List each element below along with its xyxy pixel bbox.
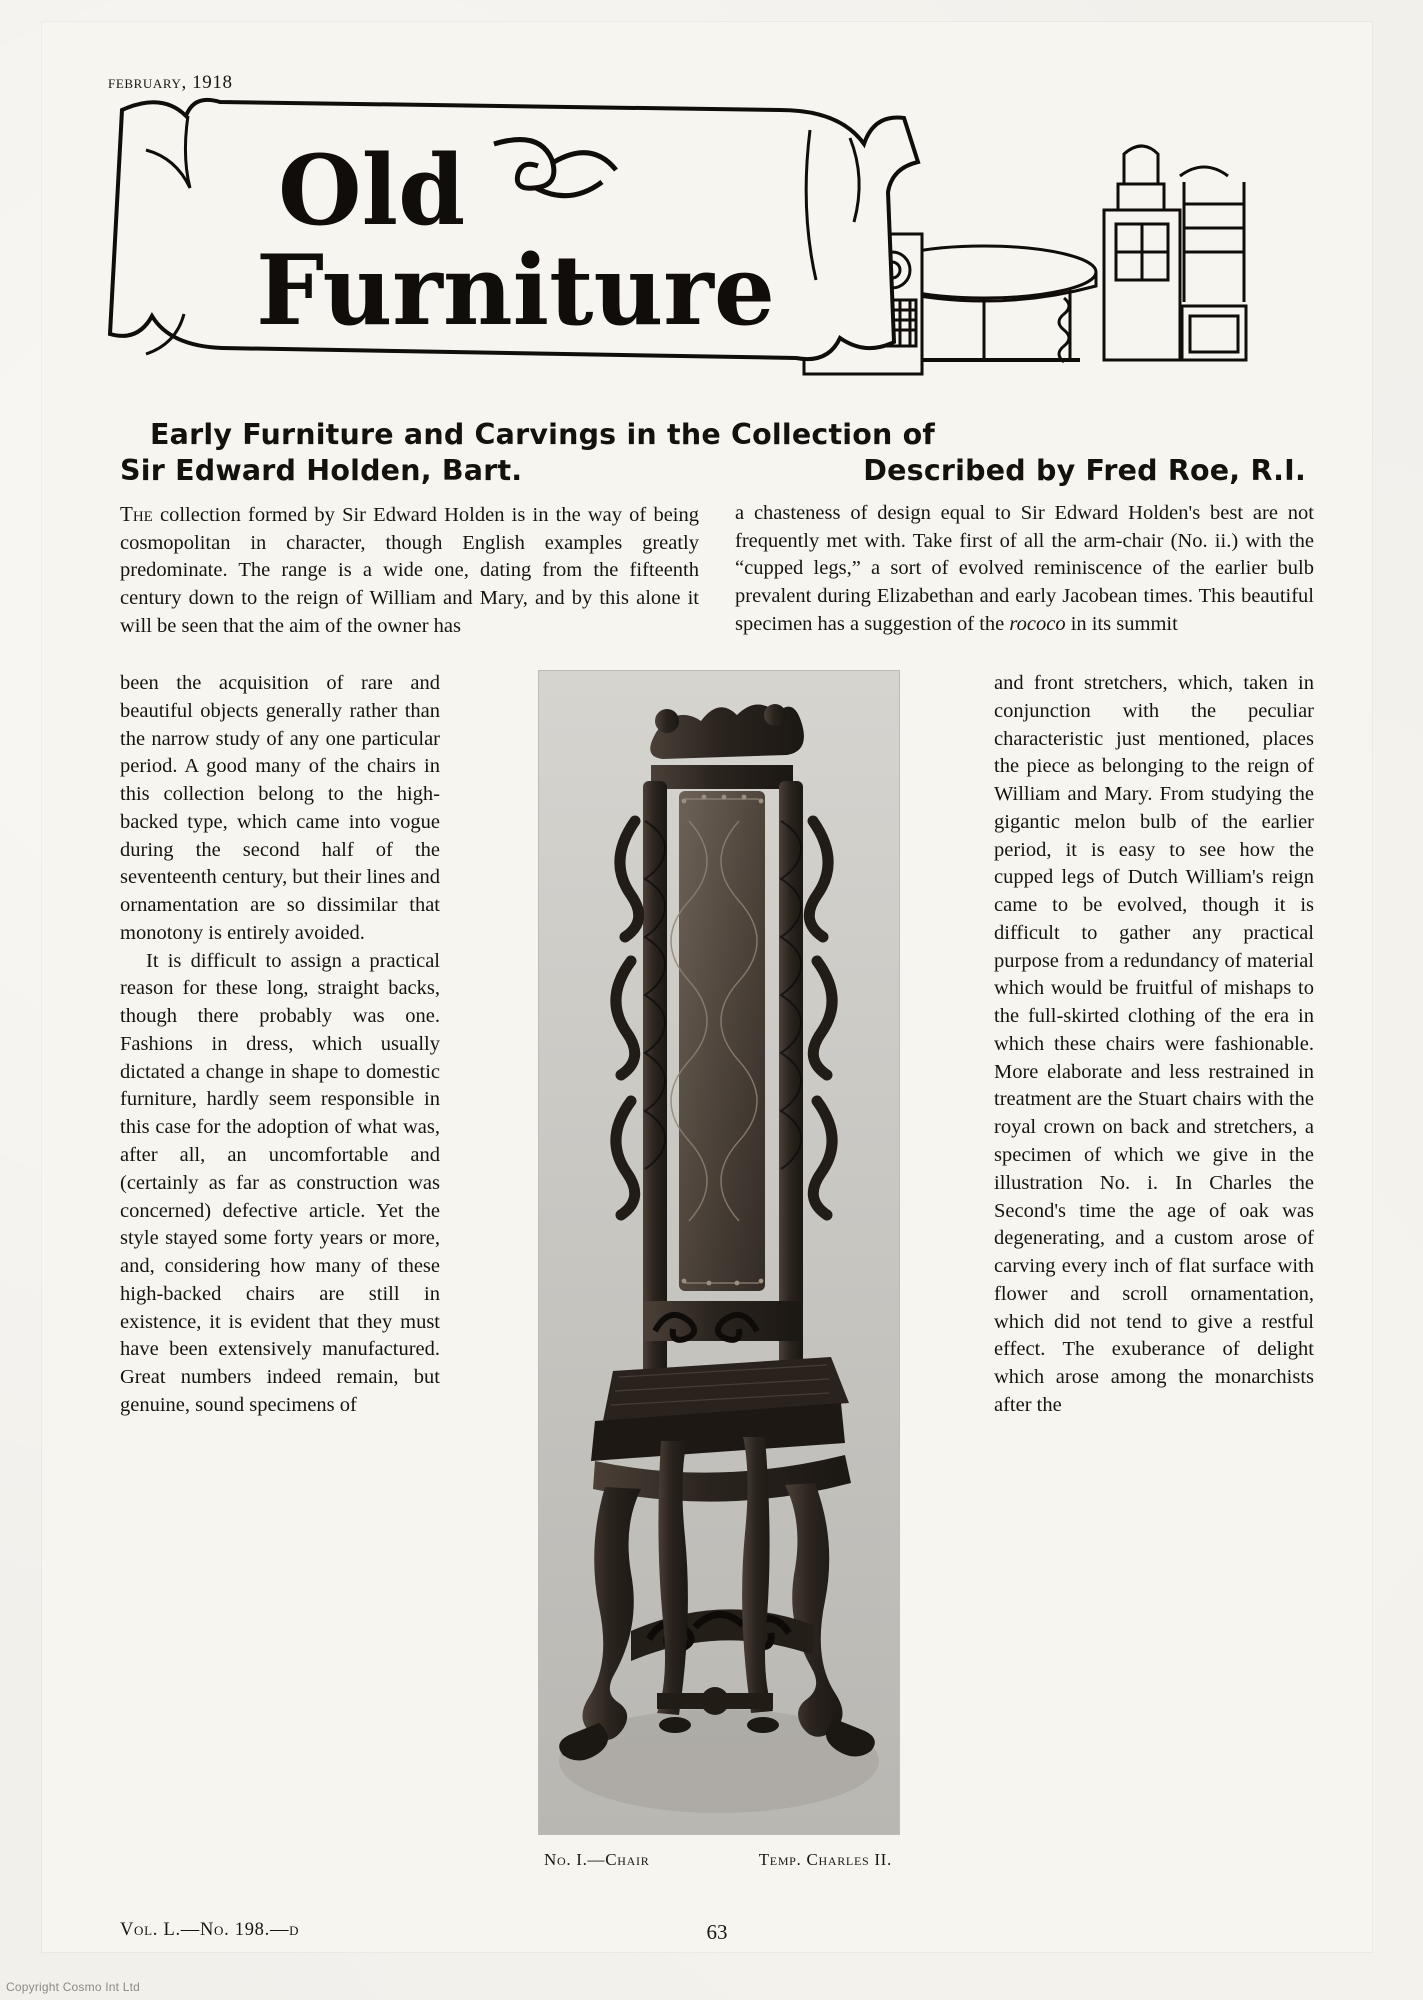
masthead-word-furniture: Furniture: [256, 234, 775, 347]
masthead-word-old: Old: [278, 134, 466, 247]
headline-collection-owner: Sir Edward Holden, Bart.: [120, 454, 523, 488]
figure-caption-right: Temp. Charles II.: [758, 1850, 892, 1869]
body-columns: [120, 670, 1314, 1900]
page-sheet: [42, 22, 1372, 1952]
figure-caption: [538, 1850, 898, 1870]
intro-right-tail: in its summit: [1065, 612, 1178, 635]
body-column-left: [120, 670, 440, 1420]
intro-lead-word: The: [120, 502, 153, 526]
figure-image: [538, 670, 900, 1835]
body-paragraph: It is difficult to assign a practical reason for these long, straight backs, though there probably was one. Fashions in dress, which usually dictated a change in shape to domestic furniture, hardly seem responsible in this case for the adoption of what was, after all, an uncomfortable and (certainly as far as construction was concerned) defective article. Yet the style stayed some forty years or more, and, considering how many of these high-backed chairs are still in existence, it is evident that they must have been extensively manufactured. Great numbers indeed remain, but genuine, sound specimens of: [120, 949, 440, 1416]
intro-right-italic: rococo: [1009, 612, 1066, 635]
masthead-illustration: [104, 84, 1314, 384]
headline-line-2: [120, 453, 1310, 489]
figure-chair: [538, 670, 898, 1870]
volume-number: Vol. L.—No. 198.—d: [120, 1920, 300, 1940]
body-column-right: [994, 670, 1314, 1420]
headline-line-1: [120, 417, 1310, 453]
body-paragraph: been the acquisition of rare and beautiful objects generally rather than the narrow study of any one particular period. A good many of the chairs in this collection belong to the high-backed type, which came into vogue during the second half of the seventeenth century, but their lines and ornamentation are so dissimilar that monotony is entirely avoided.: [120, 672, 440, 944]
intro-right-text: a chasteness of design equal to Sir Edward Holden's best are not frequently met with. Take first of all the arm-chair (No. ii.) with the “cupped legs,” a sort of evolved reminiscence of the earlier bulb prevalent during Elizabethan and early Jacobean times. This beautiful specimen has a suggestion of the: [735, 502, 1314, 635]
page-footer: [120, 1920, 1314, 1944]
intro-column-right: [735, 500, 1314, 640]
article-headline: [120, 417, 1310, 490]
intro-block: [120, 500, 1314, 640]
figure-caption-left: No. I.—Chair: [544, 1850, 650, 1869]
intro-left-text: collection formed by Sir Edward Holden is in the way of being cosmopolitan in character, though English examples greatly predominate. The range is a wide one, dating from the fifteenth century down to the reign of William and Mary, and by this alone it will be seen that the aim of the owner has: [120, 504, 699, 637]
body-paragraph: and front stretchers, which, taken in conjunction with the peculiar characteristic just mentioned, places the piece as belonging to the reign of William and Mary. From studying the gigantic melon bulb of the earlier period, it is easy to see how the cupped legs of Dutch William's reign came to be evolved, though it is difficult to gather any practical purpose from a redundancy of material which would be fruitful of mishaps to the full-skirted clothing of the era in which these chairs were fashionable. More elaborate and less restrained in treatment are the Stuart chairs with the royal crown on back and stretchers, a specimen of which we give in the illustration No. i. In Charles the Second's time the age of oak was degenerating, and a custom arose of carving every inch of flat surface with flower and scroll ornamentation, which did not tend to give a restful effect. The exuberance of delight which arose among the monarchists after the: [994, 672, 1314, 1416]
issue-date: february, 1918: [108, 72, 233, 93]
chair-illustration: [539, 671, 899, 1834]
headline-line-1-text: Early Furniture and Carvings in the Collection of: [150, 418, 936, 451]
copyright-notice: Copyright Cosmo Int Ltd: [6, 1980, 140, 1994]
page-number: 63: [706, 1920, 728, 1944]
headline-author: Described by Fred Roe, R.I.: [863, 454, 1306, 488]
intro-column-left: [120, 500, 699, 640]
masthead-svg: [104, 84, 1314, 384]
